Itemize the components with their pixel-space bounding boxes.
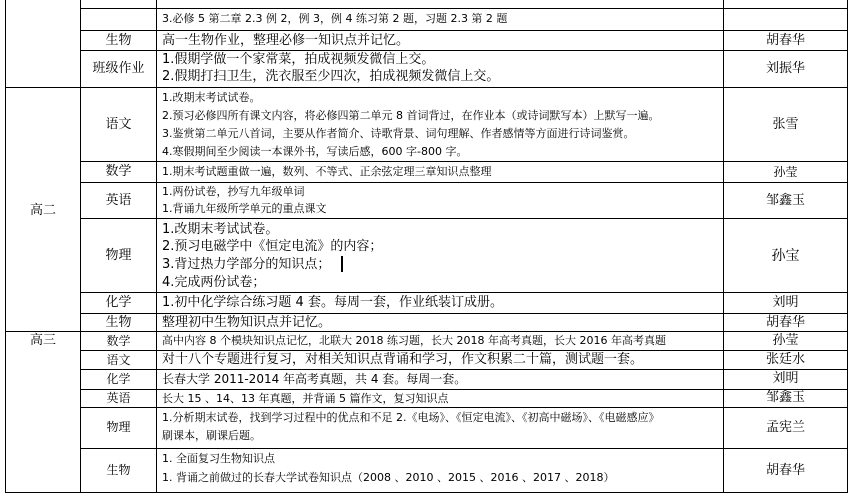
table-rule [156,0,157,493]
subject-label: 英语 [105,193,132,208]
task-text: 4.完成两份试卷； [162,275,266,290]
subject-label: 数学 [106,334,131,348]
teacher-name: 孙宝 [771,248,800,264]
subject-label: 生物 [106,463,131,477]
task-text: 1.两份试卷，抄写九年级单词 [162,185,305,198]
subject-label: 班级作业 [92,61,145,76]
table-rule [80,292,847,293]
subject-label: 物理 [105,248,132,263]
subject-label: 语文 [106,353,131,367]
teacher-name: 胡春华 [765,33,805,48]
task-text: 长大 15 、14、13 年真题，并背诵 5 篇作文，复习知识点 [162,392,449,405]
table-rule [80,182,847,183]
subject-label: 数学 [105,164,132,179]
table-rule [80,50,847,51]
subject-label: 化学 [105,295,132,310]
grade-label: 高三 [29,333,56,348]
teacher-name: 刘振华 [765,61,805,76]
task-text: 3.鉴赏第二单元八首词，主要从作者简介、诗歌背景、词句理解、作者感情等方面进行诗词鉴赏。 [162,127,635,140]
table-rule [80,369,847,370]
subject-label: 英语 [106,391,131,405]
table-rule [5,87,847,88]
task-text: 1.期末考试题重做一遍，数列、不等式、正余弦定理三章知识点整理 [162,165,492,178]
task-text: 2.预习电磁学中《恒定电流》的内容； [162,239,383,254]
table-rule [5,492,847,493]
teacher-name: 孟宪兰 [765,420,805,435]
task-text: 2.假期打扫卫生，洗衣服至少四次，拍成视频发微信上交。 [162,69,500,84]
table-rule [80,8,847,9]
text-cursor [341,256,343,272]
table-rule [80,448,847,449]
teacher-name: 孙莹 [772,333,799,348]
teacher-name: 刘明 [772,371,799,386]
subject-label: 生物 [105,315,132,330]
teacher-name: 胡春华 [765,463,805,478]
table-rule [80,350,847,351]
grade-label: 高二 [29,203,56,218]
teacher-name: 刘明 [772,295,799,310]
task-text: 3.背过热力学部分的知识点； [162,257,331,272]
task-text: 高一生物作业，整理必修一知识点并记忆。 [162,33,410,48]
subject-label: 化学 [106,372,131,386]
table-rule [5,0,6,493]
subject-label: 物理 [106,420,131,434]
subject-label: 生物 [105,33,132,48]
teacher-name: 张雪 [772,117,799,132]
table-rule [847,0,848,493]
task-text: 1. 全面复习生物知识点 [162,452,275,465]
task-text: 1. 背诵之前做过的长春大学试卷知识点（2008 、2010 、2015 、2016 、2017 、2018） [162,471,615,484]
teacher-name: 张廷水 [765,352,805,367]
teacher-name: 邹鑫玉 [765,193,805,208]
table-rule [80,161,847,162]
table-rule [80,407,847,408]
task-text: 对十八个专题进行复习，对相关知识点背诵和学习，作文积累二十篇，测试题一套。 [162,352,644,367]
table-rule [80,389,847,390]
table-rule [80,218,847,219]
task-text: 1.假期学做一个家常菜，拍成视频发微信上交。 [162,52,435,67]
task-text: 1.背诵九年级所学单元的重点课文 [162,202,327,215]
table-rule [80,313,847,314]
task-text: 1.分析期末试卷，找到学习过程中的优点和不足 2.《电场》、《恒定电流》、《初高中磁场》、《电磁感应》 [162,411,660,424]
teacher-name: 胡春华 [765,315,805,330]
task-text: 3.必修 5 第二章 2.3 例 2，例 3，例 4 练习第 2 题，习题 2.3 第 2 题 [162,12,508,25]
table-rule [5,331,847,332]
task-text: 刷课本，刷课后题。 [162,429,261,442]
table-rule [80,30,847,31]
task-text: 1.改期末考试试卷。 [162,222,279,237]
task-text: 长春大学 2011-2014 年高考真题，共 4 套。每周一套。 [162,372,467,386]
task-text: 1.改期末考试试卷。 [162,91,261,104]
task-text: 整理初中生物知识点并记忆。 [162,315,332,330]
teacher-name: 邹鑫玉 [765,390,805,405]
subject-label: 语文 [105,117,132,132]
task-text: 1.初中化学综合练习题 4 套。每周一套，作业纸装订成册。 [162,295,503,310]
task-text: 4.寒假期间至少阅读一本课外书，写读后感，600 字-800 字。 [162,145,468,158]
teacher-name: 孙莹 [773,165,798,179]
task-text: 2.预习必修四所有课文内容，将必修四第二单元 8 首词背过，在作业本（或诗词默写本）上默写一遍。 [162,109,660,122]
task-text: 高中内容 8 个模块知识点记忆，北联大 2018 练习题，长大 2018 年高考真题，长大 2016 年高考真题 [162,334,666,347]
